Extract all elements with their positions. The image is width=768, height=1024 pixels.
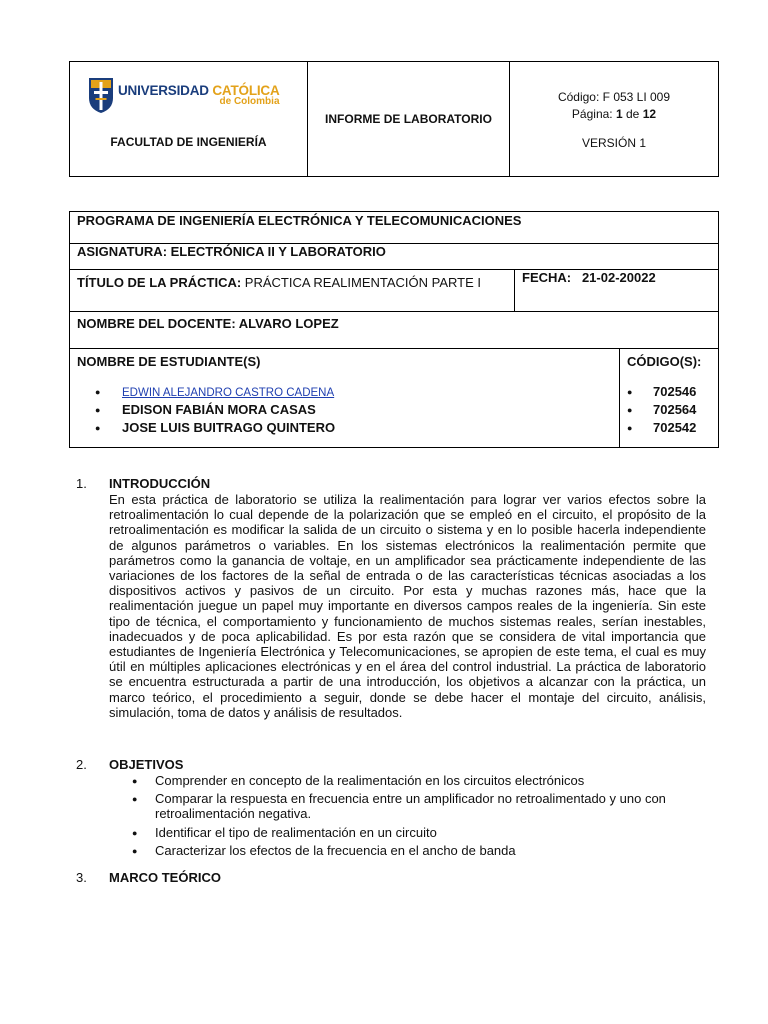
- header-logo-cell: [70, 62, 308, 176]
- students-label: NOMBRE DE ESTUDIANTE(S): [77, 354, 261, 369]
- section-title: OBJETIVOS: [109, 757, 184, 772]
- section-number: 1.: [76, 476, 87, 491]
- objectives-list: [132, 773, 707, 861]
- objective-item: ● Comprender en concepto de la realimentación en los circuitos electrónicos: [132, 773, 707, 788]
- student-code: ● 702564: [627, 401, 711, 419]
- university-shield-icon: [88, 76, 114, 114]
- document-type: INFORME DE LABORATORIO: [308, 62, 510, 176]
- student-item: ● JOSE LUIS BUITRAGO QUINTERO: [95, 419, 612, 437]
- practice-title-row: [70, 270, 718, 312]
- document-code: Código: F 053 LI 009: [557, 90, 671, 104]
- logo-subtitle: de Colombia: [219, 96, 280, 107]
- section-title: MARCO TEÓRICO: [109, 870, 221, 885]
- codes-label: CÓDIGO(S):: [627, 354, 702, 369]
- objective-item: ● Identificar el tipo de realimentación en un circuito: [132, 825, 707, 840]
- codes-list: [627, 383, 711, 437]
- students-row: [70, 349, 718, 447]
- course-info-table: [69, 211, 719, 448]
- logo-wordmark: UNIVERSIDAD CATÓLICA: [118, 83, 280, 98]
- students-cell: [70, 349, 620, 447]
- student-item[interactable]: [95, 383, 612, 401]
- page-indicator: Página: 1 de 12: [571, 107, 657, 121]
- students-list: [77, 383, 612, 437]
- practice-date: FECHA: 21-02-20022: [522, 270, 656, 285]
- section-number: 2.: [76, 757, 87, 772]
- student-item: ● EDISON FABIÁN MORA CASAS: [95, 401, 612, 419]
- document-control-cell: [510, 62, 718, 176]
- teacher-row: NOMBRE DEL DOCENTE: ALVARO LOPEZ: [70, 312, 718, 349]
- program-row: PROGRAMA DE INGENIERÍA ELECTRÓNICA Y TELECOMUNICACIONES: [70, 212, 718, 244]
- subject-row: ASIGNATURA: ELECTRÓNICA II Y LABORATORIO: [70, 244, 718, 270]
- document-version: VERSIÓN 1: [581, 136, 647, 150]
- document-header: [69, 61, 719, 177]
- student-code: ● 702546: [627, 383, 711, 401]
- section-title: INTRODUCCIÓN: [109, 476, 211, 491]
- objective-item: ● Caracterizar los efectos de la frecuencia en el ancho de banda: [132, 843, 707, 858]
- section-number: 3.: [76, 870, 87, 885]
- student-link[interactable]: EDWIN ALEJANDRO CASTRO CADENA: [122, 387, 335, 399]
- faculty-name: FACULTAD DE INGENIERÍA: [110, 135, 267, 149]
- student-code: ● 702542: [627, 419, 711, 437]
- practice-title: TÍTULO DE LA PRÁCTICA: PRÁCTICA REALIMENTACIÓN PARTE I: [70, 270, 515, 311]
- objective-item: ● Comparar la respuesta en frecuencia entre un amplificador no retroalimentado y uno con retroalimentación negativa.: [132, 791, 707, 821]
- codes-cell: [620, 349, 718, 447]
- introduction-text: En esta práctica de laboratorio se utiliza la realimentación para lograr ver varios efectos sobre la retroalimentación lo cual depende de la polarización que se empleó en el circuito, el propósito de la retroalimentación es modificar la salida de un circuito o sistema y en lo posible hacerla independiente de algunos parámetros o variables. En los sistemas electrónicos la realimentación permite que parámetros como la ganancia de voltaje, en un amplificador sea prácticamente independiente de las variaciones de los factores de la señal de entrada o de las características técnicas asociadas a los dispositivos activos y pasivos de un circuito. Por esta y muchas razones más, hace que la realimentación juegue un papel muy importante en diversos campos reales de la ingeniería. Sin este tipo de técnica, el comportamiento y funcionamiento de muchos sistemas reales, serían inestables, inadecuados y de poca aplicabilidad. Es por esta razón que se considera de vital importancia que estudiantes de Ingeniería Electrónica y Telecomunicaciones, se apropien de este tema, el cual es muy útil en múltiples aplicaciones electrónicas y en el área del control industrial. La práctica de laboratorio se encuentra estructurada a partir de una introducción, los objetivos a alcanzar con la práctica, un marco teórico, el procedimiento a seguir, donde se debe hacer el montaje del circuito, análisis, simulación, toma de datos y análisis de resultados.: [109, 492, 706, 720]
- university-logo: [88, 76, 280, 114]
